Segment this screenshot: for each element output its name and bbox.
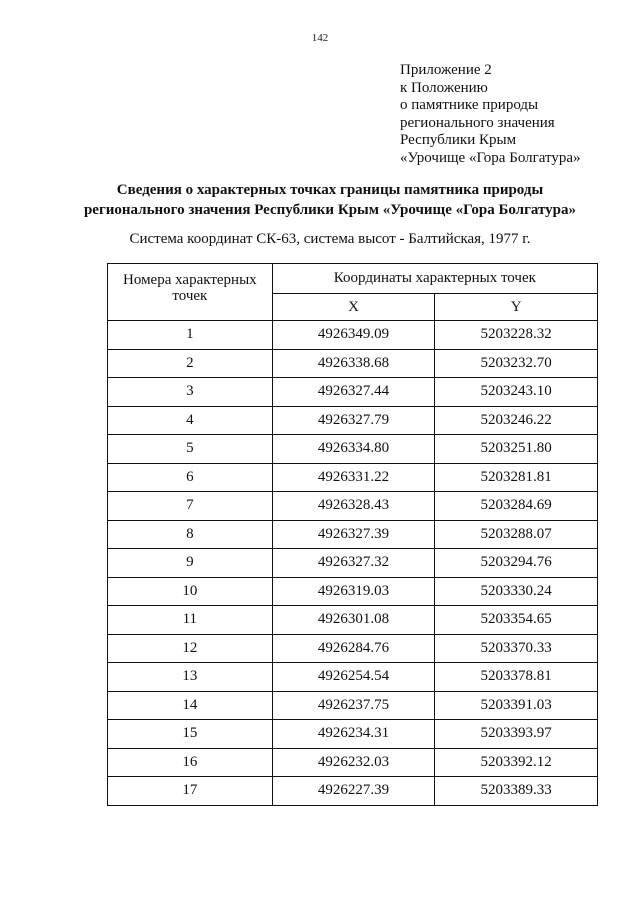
y-coordinate-cell: 5203330.24 — [435, 577, 598, 606]
x-coordinate-cell: 4926234.31 — [272, 720, 435, 749]
x-coordinate-cell: 4926338.68 — [272, 349, 435, 378]
table-row — [108, 720, 598, 749]
heading-line-1: Сведения о характерных точках границы памятника природы — [116, 182, 544, 198]
point-number-cell: 3 — [108, 378, 273, 407]
table-row — [108, 520, 598, 549]
table-row — [108, 634, 598, 663]
table-row — [108, 691, 598, 720]
document-heading — [60, 180, 600, 220]
coordinates-table — [107, 263, 598, 806]
point-number-cell: 2 — [108, 349, 273, 378]
point-number-cell: 14 — [108, 691, 273, 720]
table-row — [108, 748, 598, 777]
x-coordinate-cell: 4926284.76 — [272, 634, 435, 663]
header-coordinates: Координаты характерных точек — [272, 264, 597, 294]
y-coordinate-cell: 5203281.81 — [435, 463, 598, 492]
x-coordinate-cell: 4926327.39 — [272, 520, 435, 549]
header-y: Y — [435, 294, 598, 321]
x-coordinate-cell: 4926319.03 — [272, 577, 435, 606]
y-coordinate-cell: 5203393.97 — [435, 720, 598, 749]
y-coordinate-cell: 5203392.12 — [435, 748, 598, 777]
point-number-cell: 16 — [108, 748, 273, 777]
point-number-cell: 5 — [108, 435, 273, 464]
y-coordinate-cell: 5203294.76 — [435, 549, 598, 578]
appendix-line: к Положению — [400, 79, 488, 96]
point-number-cell: 12 — [108, 634, 273, 663]
x-coordinate-cell: 4926349.09 — [272, 321, 435, 350]
x-coordinate-cell: 4926328.43 — [272, 492, 435, 521]
table-row — [108, 577, 598, 606]
y-coordinate-cell: 5203354.65 — [435, 606, 598, 635]
header-point-number: Номера характерных точек — [108, 264, 273, 321]
header-x: X — [272, 294, 435, 321]
point-number-cell: 15 — [108, 720, 273, 749]
appendix-note — [400, 62, 581, 167]
table-row — [108, 378, 598, 407]
table-row — [108, 492, 598, 521]
x-coordinate-cell: 4926327.79 — [272, 406, 435, 435]
x-coordinate-cell: 4926331.22 — [272, 463, 435, 492]
appendix-line: «Урочище «Гора Болгатура» — [400, 149, 581, 166]
table-row — [108, 349, 598, 378]
x-coordinate-cell: 4926327.32 — [272, 549, 435, 578]
page-number: 142 — [311, 32, 329, 44]
table-body — [108, 321, 598, 806]
table-row — [108, 463, 598, 492]
x-coordinate-cell: 4926227.39 — [272, 777, 435, 806]
point-number-cell: 1 — [108, 321, 273, 350]
appendix-line: Республики Крым — [400, 132, 517, 148]
point-number-cell: 7 — [108, 492, 273, 521]
y-coordinate-cell: 5203246.22 — [435, 406, 598, 435]
table-row — [108, 606, 598, 635]
point-number-cell: 10 — [108, 577, 273, 606]
appendix-line: о памятнике природы — [400, 97, 539, 113]
appendix-line: регионального значения — [400, 114, 555, 131]
x-coordinate-cell: 4926232.03 — [272, 748, 435, 777]
y-coordinate-cell: 5203288.07 — [435, 520, 598, 549]
x-coordinate-cell: 4926237.75 — [272, 691, 435, 720]
table-row — [108, 435, 598, 464]
y-coordinate-cell: 5203243.10 — [435, 378, 598, 407]
x-coordinate-cell: 4926327.44 — [272, 378, 435, 407]
y-coordinate-cell: 5203370.33 — [435, 634, 598, 663]
y-coordinate-cell: 5203284.69 — [435, 492, 598, 521]
table-row — [108, 777, 598, 806]
x-coordinate-cell: 4926301.08 — [272, 606, 435, 635]
point-number-cell: 13 — [108, 663, 273, 692]
point-number-cell: 6 — [108, 463, 273, 492]
x-coordinate-cell: 4926254.54 — [272, 663, 435, 692]
table-row — [108, 406, 598, 435]
heading-line-2: регионального значения Республики Крым «Урочище «Гора Болгатура» — [83, 202, 577, 218]
y-coordinate-cell: 5203232.70 — [435, 349, 598, 378]
coordinate-system-note: Система координат СК-63, система высот - Балтийская, 1977 г. — [129, 231, 531, 247]
point-number-cell: 8 — [108, 520, 273, 549]
point-number-cell: 11 — [108, 606, 273, 635]
y-coordinate-cell: 5203391.03 — [435, 691, 598, 720]
y-coordinate-cell: 5203389.33 — [435, 777, 598, 806]
y-coordinate-cell: 5203251.80 — [435, 435, 598, 464]
table-row — [108, 663, 598, 692]
table-row — [108, 549, 598, 578]
appendix-line: Приложение 2 — [400, 62, 492, 78]
point-number-cell: 9 — [108, 549, 273, 578]
y-coordinate-cell: 5203228.32 — [435, 321, 598, 350]
point-number-cell: 4 — [108, 406, 273, 435]
point-number-cell: 17 — [108, 777, 273, 806]
y-coordinate-cell: 5203378.81 — [435, 663, 598, 692]
table-row — [108, 321, 598, 350]
x-coordinate-cell: 4926334.80 — [272, 435, 435, 464]
